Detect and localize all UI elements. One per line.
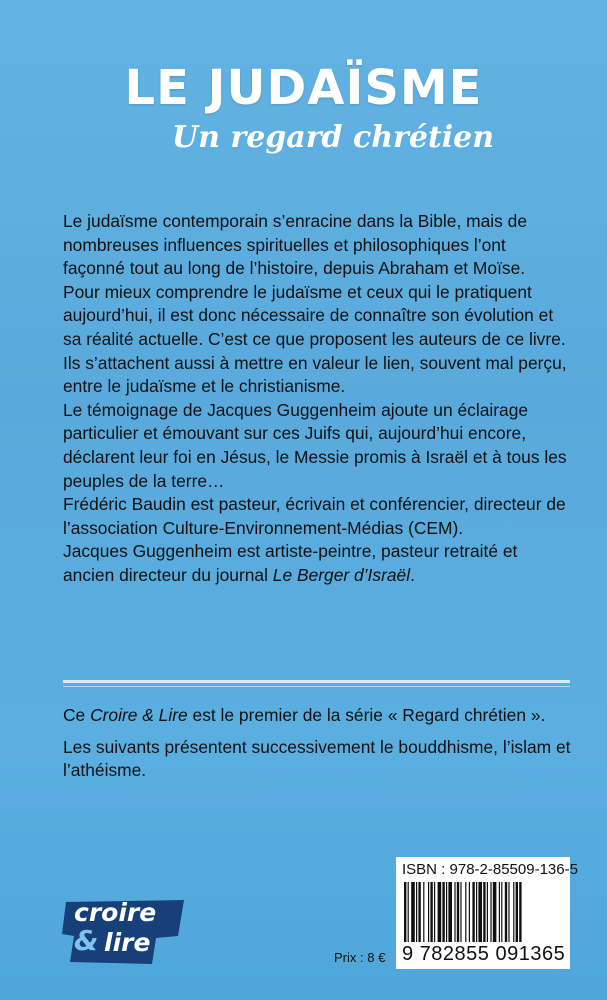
barcode-bar: [483, 882, 485, 942]
barcode-bar: [423, 882, 424, 942]
barcode-bar: [457, 882, 459, 942]
journal-title: Le Berger d’Israël: [272, 564, 411, 585]
divider-line: [63, 686, 570, 687]
barcode-bar: [428, 882, 429, 942]
barcode-bar: [487, 882, 488, 942]
barcode-digits: 9 782855 091365: [402, 943, 566, 965]
barcode-bar: [472, 882, 474, 942]
barcode-bar: [478, 882, 482, 942]
barcode-bar: [446, 882, 447, 942]
guggenheim-lead: Jacques Guggenheim est artiste-peintre, pasteur retraité et ancien directeur du journal: [63, 541, 518, 585]
croire-lire-logo: [60, 898, 190, 966]
paragraph-author-baudin: Frédéric Baudin est pasteur, écrivain et conférencier, directeur de l’association Culture-Environnement-Médias (CEM).: [63, 494, 566, 538]
barcode-bar: [434, 882, 435, 942]
barcode-icon: [402, 882, 564, 944]
divider: [63, 680, 570, 683]
barcode-bar: [465, 882, 466, 942]
barcode-bar: [438, 882, 442, 942]
barcode-bar: [493, 882, 497, 942]
barcode-bar: [411, 882, 415, 942]
barcode-bar: [416, 882, 417, 942]
series-lead: Ce: [63, 705, 91, 725]
isbn-label: ISBN : 978-2-85509-136-5: [402, 861, 578, 878]
barcode-bar: [442, 882, 444, 942]
barcode-bar: [501, 882, 502, 942]
logo-word-lire: lire: [104, 928, 151, 957]
barcode-bar: [519, 882, 521, 942]
series-line-next: Les suivants présentent successivement le bouddhisme, l’islam et l’athéisme.: [63, 736, 571, 781]
barcode-bar: [418, 882, 420, 942]
back-cover-text: [63, 210, 568, 588]
logo-ampersand: &: [74, 924, 99, 957]
title: LE JUDAÏSME: [124, 60, 483, 116]
barcode-bar: [499, 882, 500, 942]
barcode-bar: [476, 882, 477, 942]
barcode-bar: [460, 882, 461, 942]
collection-name: Croire & Lire: [90, 705, 188, 725]
barcode-bar: [490, 882, 491, 942]
subtitle: Un regard chrétien: [172, 120, 495, 155]
paragraph-intro: Le judaïsme contemporain s’enracine dans la Bible, mais de nombreuses influences spirituelles et philosophiques l’ont façonné tout au long de l’histoire, depuis Abraham et Moïse.: [63, 211, 528, 279]
barcode-bar: [404, 882, 406, 942]
barcode-bar: [505, 882, 507, 942]
price: Prix : 8 €: [334, 950, 386, 965]
series-line-first: [63, 704, 583, 728]
paragraph-testimony: Le témoignage de Jacques Guggenheim ajoute un éclairage particulier et émouvant sur ces Juifs qui, aujourd’hui encore, déclarent leur foi en Jésus, le Messie promis à Israël et à tous les peuples de la terre…: [63, 399, 567, 491]
isbn-block: [396, 857, 578, 969]
paragraph-purpose: Pour mieux comprendre le judaïsme et ceux qui le pratiquent aujourd’hui, il est donc nécessaire de connaître son évolution et sa réalité actuelle. C’est ce que proposent les auteurs de ce livre. Ils s’attachent aussi à mettre en valeur le lien, souvent mal perçu, entre le judaïsme et le christianisme.: [63, 281, 567, 397]
barcode-bar: [516, 882, 518, 942]
barcode-bar: [448, 882, 452, 942]
series-info: [63, 704, 583, 791]
paragraph-author-guggenheim: [63, 540, 568, 587]
barcode-bar: [408, 882, 409, 942]
barcode-bar: [513, 882, 514, 942]
barcode-bar: [430, 882, 432, 942]
barcode-bar: [469, 882, 470, 942]
guggenheim-end: .: [410, 564, 415, 585]
barcode-bar: [508, 882, 509, 942]
barcode-bar: [454, 882, 455, 942]
series-end: est le premier de la série « Regard chrétien ».: [187, 705, 546, 725]
logo-word-croire: croire: [74, 898, 157, 927]
